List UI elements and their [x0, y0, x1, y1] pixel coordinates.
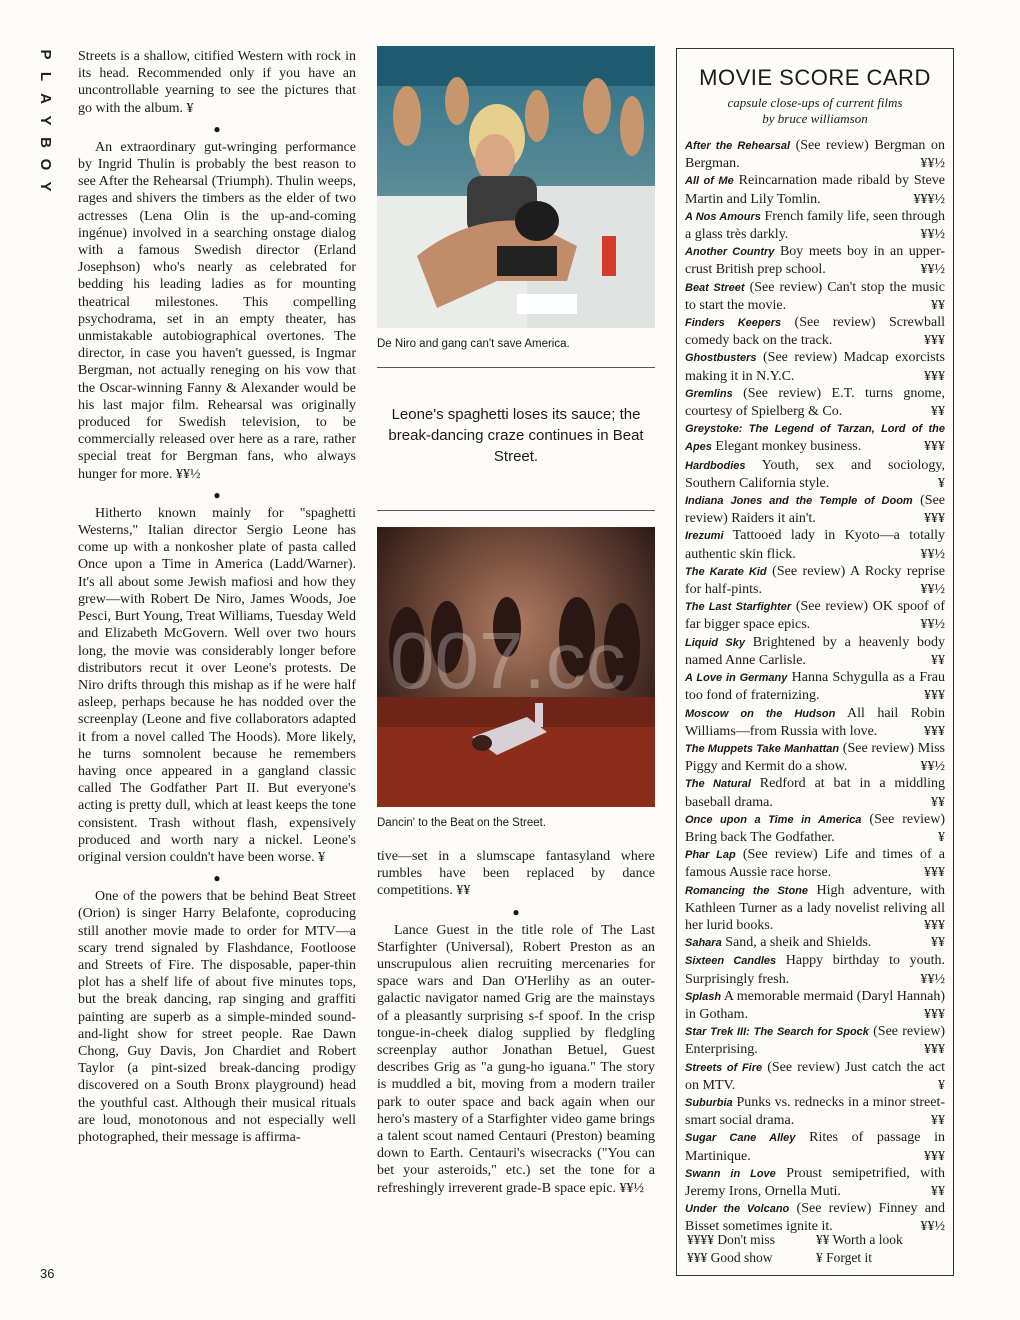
- film-rating: ¥¥: [931, 1183, 945, 1199]
- film-title: Sixteen Candles: [685, 955, 777, 968]
- masthead: [36, 44, 54, 198]
- film-title: Suburbia: [685, 1096, 733, 1109]
- score-card-entry: [685, 634, 945, 669]
- film-blurb: (See review) Bergman on Bergman.: [685, 138, 945, 172]
- page-number: 36: [40, 1266, 55, 1281]
- film-rating: ¥: [938, 829, 945, 845]
- masthead-letter: B: [37, 137, 54, 149]
- film-rating: ¥¥½: [920, 227, 945, 243]
- movie-score-card: [676, 48, 954, 1276]
- masthead-letter: A: [37, 93, 54, 105]
- film-title: All of Me: [685, 175, 734, 188]
- film-blurb: (See review) Just catch the act on MTV.: [685, 1059, 946, 1093]
- film-title: A Love in Germany: [685, 672, 788, 685]
- score-card-entry: [685, 279, 945, 314]
- masthead-letter: P: [37, 49, 54, 61]
- divider-rule: [377, 510, 655, 511]
- film-rating: ¥¥½: [920, 156, 945, 172]
- legend-item: [687, 1231, 816, 1249]
- film-rating: ¥¥½: [920, 546, 945, 562]
- photo-america: [377, 46, 655, 328]
- legend-item: [816, 1249, 945, 1267]
- score-card-entry: [685, 492, 945, 527]
- film-blurb: (See review) Madcap exorcists making it in N.Y.C.: [685, 350, 945, 384]
- film-blurb: (See review) Raiders it ain't.: [685, 493, 946, 527]
- legend-label: Worth a look: [832, 1232, 903, 1247]
- film-title: Splash: [685, 990, 722, 1003]
- film-title: Under the Volcano: [685, 1203, 790, 1216]
- film-rating: ¥¥½: [920, 582, 945, 598]
- film-blurb: Happy birthday to youth. Surprisingly fresh.: [685, 953, 946, 987]
- score-card-entry: [685, 208, 945, 243]
- score-card-entry: [685, 705, 945, 740]
- film-rating: ¥¥½: [920, 617, 945, 633]
- score-card-entry: [685, 775, 945, 810]
- score-card-entry: [685, 385, 945, 420]
- film-blurb: (See review) Bring back The Godfather.: [685, 811, 946, 845]
- film-blurb: Boy meets boy in an upper-crust British prep school.: [685, 244, 946, 278]
- score-card-entry: [685, 988, 945, 1023]
- film-title: Beat Street: [685, 281, 745, 294]
- film-rating: ¥¥: [931, 794, 945, 810]
- photo-caption-america: De Niro and gang can't save America.: [377, 338, 570, 350]
- film-title: The Last Starfighter: [685, 601, 792, 614]
- film-title: Greystoke: The Legend of Tarzan, Lord of the Apes: [685, 423, 945, 454]
- article-paragraph: Streets is a shallow, citified Western with rock in its head. Recommended only if you have an uncontrollable yearning to see the pictures that go with the album. ¥: [78, 49, 356, 116]
- film-rating: ¥: [938, 1077, 945, 1093]
- legend-symbol: ¥¥¥¥: [687, 1232, 714, 1247]
- score-card-entry: [685, 137, 945, 172]
- film-title: Ghostbusters: [685, 352, 757, 365]
- masthead-letter: Y: [37, 115, 54, 127]
- legend-item: [687, 1249, 816, 1267]
- score-card-entry: [685, 457, 945, 492]
- film-rating: ¥¥: [931, 404, 945, 420]
- film-rating: ¥¥½: [920, 759, 945, 775]
- film-blurb: Proust semipetrified, with Jeremy Irons, Ornella Muti.: [685, 1165, 946, 1199]
- film-title: Moscow on the Hudson: [685, 707, 836, 720]
- film-title: Once upon a Time in America: [685, 813, 862, 826]
- legend-item: [816, 1231, 945, 1249]
- film-rating: ¥: [938, 475, 945, 491]
- film-title: After the Rehearsal: [685, 140, 791, 152]
- score-card-entry: [685, 882, 945, 935]
- film-blurb: Redford at bat in a middling baseball drama.: [685, 776, 945, 810]
- film-blurb: Punks vs. rednecks in a minor street-smart social drama.: [685, 1094, 945, 1129]
- legend-symbol: ¥¥¥: [687, 1250, 708, 1265]
- legend-symbol: ¥¥: [816, 1232, 830, 1247]
- score-card-entry: [685, 934, 945, 952]
- film-title: Sahara: [685, 937, 722, 950]
- score-card-entry: [685, 740, 945, 775]
- film-rating: ¥¥: [931, 935, 945, 951]
- film-blurb: (See review) E.T. turns gnome, courtesy of Spielberg & Co.: [685, 385, 946, 420]
- film-rating: ¥¥¥: [924, 511, 945, 527]
- score-card-entry: [685, 172, 945, 207]
- film-blurb: High adventure, with Kathleen Turner as a lady novelist reliving all her lurid books.: [685, 882, 945, 933]
- score-card-entry: [685, 952, 945, 987]
- film-blurb: Rites of passage in Martinique.: [685, 1130, 946, 1164]
- score-card-entry: [685, 527, 945, 562]
- section-bullet: ●: [213, 121, 221, 136]
- pull-quote: Leone's spaghetti loses its sauce; the break-dancing craze continues in Beat Street.: [388, 406, 644, 465]
- film-rating: ¥¥½: [920, 262, 945, 278]
- film-rating: ¥¥½: [920, 1219, 945, 1235]
- film-title: Liquid Sky: [685, 636, 745, 649]
- film-rating: ¥¥¥½: [913, 191, 945, 207]
- film-rating: ¥¥¥: [924, 865, 945, 881]
- photo-beat-street: [377, 527, 655, 807]
- film-blurb: (See review) Life and times of a famous Aussie race horse.: [685, 847, 945, 881]
- legend-label: Don't miss: [717, 1232, 775, 1247]
- score-card-entry: [685, 846, 945, 881]
- article-column-left: [78, 48, 356, 1150]
- film-rating: ¥¥¥: [924, 723, 945, 739]
- section-bullet: ●: [213, 487, 221, 502]
- film-rating: ¥¥¥: [924, 1006, 945, 1022]
- film-blurb: Elegant monkey business.: [715, 439, 862, 455]
- score-card-byline: by bruce williamson: [762, 111, 868, 126]
- film-title: Another Country: [685, 246, 775, 259]
- article-paragraph: Hitherto known mainly for "spaghetti Westerns," Italian director Sergio Leone has come up with a nonkosher plate of pasta called Once upon a Time in America (Ladd/Warner). It's all about some Jewish mafiosi and how they grew—with Robert De Niro, James Woods, Joe Pesci, Burt Young, Treat Williams, Tuesday Weld and Elizabeth McGovern. Well over two hours long, the movie was considerably longer before distributors recut it over Leone's protests. De Niro drifts through this mishap as if he were half asleep, perhaps because he has nodded over the screenplay (Leone and five collaborators adapted it from a novel called The Hoods). More likely, he turns somnolent because he remembers having once appeared in a gangland classic called The Godfather Part II. But everyone's acting is pretty dull, which at least keeps the tone consistent. Trash without flash, expensively produced and worth nary a nickel. Leone's original version couldn't have been worse. ¥: [78, 505, 356, 865]
- rating-legend: [687, 1231, 945, 1267]
- film-blurb: (See review) Screwball comedy back on the track.: [685, 315, 945, 349]
- film-title: Star Trek III: The Search for Spock: [685, 1026, 869, 1039]
- film-blurb: Sand, a sheik and Shields.: [725, 935, 872, 951]
- masthead-letter: Y: [37, 181, 54, 193]
- film-rating: ¥¥½: [920, 971, 945, 987]
- divider-rule: [377, 367, 655, 368]
- film-title: The Karate Kid: [685, 565, 767, 578]
- film-title: The Muppets Take Manhattan: [685, 742, 840, 755]
- masthead-letter: L: [37, 71, 54, 83]
- score-card-entry: [685, 420, 945, 456]
- score-card-entry: [685, 1059, 945, 1094]
- legend-label: Forget it: [826, 1250, 873, 1265]
- film-blurb: (See review) A Rocky reprise for half-pints.: [685, 563, 946, 598]
- film-rating: ¥¥: [931, 1113, 945, 1129]
- film-title: Streets of Fire: [685, 1061, 763, 1074]
- film-blurb: Reincarnation made ribald by Steve Martin and Lily Tomlin.: [685, 173, 945, 207]
- score-card-entry: [685, 811, 945, 846]
- score-card-entry: [685, 243, 945, 278]
- legend-row: [687, 1249, 945, 1267]
- score-card-entry: [685, 563, 945, 598]
- article-paragraph: tive—set in a slumscape fantasyland where rumbles have been replaced by dance competitions. ¥¥: [377, 849, 655, 899]
- watermark: 007.cc: [390, 616, 626, 705]
- score-card-entry: [685, 349, 945, 384]
- film-blurb: Hanna Schygulla as a Frau too fond of fraternizing.: [685, 670, 945, 704]
- film-rating: ¥¥¥: [924, 1148, 945, 1164]
- score-card-subtitle: [677, 95, 953, 127]
- film-rating: ¥¥¥: [924, 688, 945, 704]
- legend-symbol: ¥: [816, 1250, 823, 1265]
- film-blurb: (See review) Can't stop the music to start the movie.: [685, 279, 946, 313]
- legend-row: [687, 1231, 945, 1249]
- film-blurb: (See review) Enterprising.: [685, 1024, 945, 1058]
- film-title: Indiana Jones and the Temple of Doom: [685, 495, 913, 508]
- film-blurb: A memorable mermaid (Daryl Hannah) in Gotham.: [685, 988, 945, 1022]
- film-rating: ¥¥: [931, 652, 945, 668]
- film-rating: ¥¥: [931, 297, 945, 313]
- score-card-entry: [685, 669, 945, 704]
- article-paragraph: One of the powers that be behind Beat Street (Orion) is singer Harry Belafonte, coproducing still another movie made to order for MTV—a scary trend signaled by Flashdance, Footloose and Streets of Fire. The disposable, paper-thin plot has a shelf life of about five minutes tops, but the break dancing, rap singing and graffiti painting are superb as a simple-minded sound-and-light show for street people. Rae Dawn Chong, Guy Davis, Jon Chardiet and Robert Taylor (a pint-sized break-dancing prodigy discovered on a South Bronx playground) head the youthful cast. Although their musical rituals are loud, monotonous and not especially well photographed, their message is affirma-: [78, 889, 356, 1145]
- section-bullet: ●: [512, 904, 520, 919]
- film-rating: ¥¥¥: [924, 917, 945, 933]
- film-blurb: All hail Robin Williams—from Russia with love.: [685, 705, 945, 739]
- masthead-letter: O: [37, 158, 54, 172]
- film-blurb: French family life, seen through a glass très darkly.: [685, 208, 945, 243]
- film-title: Phar Lap: [685, 849, 736, 862]
- film-blurb: Tattooed lady in Kyoto—a totally authentic skin flick.: [685, 528, 946, 562]
- score-card-entry: [685, 1165, 945, 1200]
- film-rating: ¥¥¥: [924, 368, 945, 384]
- film-title: A Nos Amours: [685, 210, 761, 223]
- film-blurb: (See review) Finney and Bisset sometimes ignite it.: [685, 1201, 946, 1235]
- film-title: Gremlins: [685, 387, 733, 400]
- film-blurb: (See review) Miss Piggy and Kermit do a show.: [685, 740, 945, 775]
- score-card-entry: [685, 1094, 945, 1129]
- article-column-middle: [377, 848, 655, 1201]
- film-title: Hardbodies: [685, 459, 746, 472]
- score-card-entry: [685, 1129, 945, 1164]
- legend-label: Good show: [710, 1250, 773, 1265]
- article-paragraph: Lance Guest in the title role of The Last Starfighter (Universal), Robert Preston as an unscrupulous alien recruiting mercenaries for space wars and Dan O'Herlihy as an outer-galactic navigator named Grig are the mainstays of a pleasantly surprising s-f spoof. In the crisp tongue-in-cheek dialog supplied by fledgling screenplay author Jonathan Betuel, Guest describes Grig as "a gung-ho iguana." The story is muddled a bit, moving from a modern trailer park to outer space and back again when our hero's mastery of a Starfighter video game brings a talent scout named Centauri (Preston) beaming down to Earth. Centauri's wisecracks ("You can bet your asteroids," etc.) set the tone for a refreshingly irreverent grade-B space epic. ¥¥½: [377, 922, 655, 1196]
- score-card-title: MOVIE SCORE CARD: [699, 65, 931, 90]
- film-title: The Natural: [685, 778, 751, 791]
- photo-caption-beat-street: Dancin' to the Beat on the Street.: [377, 817, 547, 829]
- film-blurb: (See review) OK spoof of far bigger space epics.: [685, 599, 946, 633]
- score-card-entry: [685, 314, 945, 349]
- film-rating: ¥¥¥: [924, 439, 945, 455]
- article-paragraph: An extraordinary gut-wringing performance by Ingrid Thulin is probably the best reason to see After the Rehearsal (Triumph). Thulin weeps, rages and shivers the timbers as the elder of two actresses (Lena Olin is the up-and-coming ingénue) involved in a searching onstage dialog with a famous Swedish director (Erland Josephson) who's nearly as celebrated for bedding his leading ladies as for mounting theatrical milestones. This compelling psychodrama, set in an empty theater, has unmistakable autobiographical overtones. The director, in case you haven't guessed, is Ingmar Bergman, not actually reneging on his vow that the Oscar-winning Fanny & Alexander would be his last major film. Rehearsal was originally produced for Swedish television, to be commercially released over here as a rare, rather special treat for Bergman fans, who always hunger for more. ¥¥½: [78, 139, 356, 482]
- film-title: Finders Keepers: [685, 317, 782, 330]
- film-blurb: Youth, sex and sociology, Southern California style.: [685, 457, 945, 491]
- score-card-entry: [685, 598, 945, 633]
- film-title: Sugar Cane Alley: [685, 1132, 796, 1145]
- film-title: Irezumi: [685, 530, 724, 543]
- score-card-entry: [685, 1023, 945, 1058]
- section-bullet: ●: [213, 871, 221, 886]
- film-rating: ¥¥¥: [924, 1042, 945, 1058]
- score-card-tagline: capsule close-ups of current films: [727, 95, 903, 110]
- score-card-entries: [685, 137, 945, 1236]
- film-blurb: Brightened by a heavenly body named Anne Carlisle.: [685, 634, 946, 668]
- film-title: Swann in Love: [685, 1167, 776, 1180]
- film-title: Romancing the Stone: [685, 884, 808, 897]
- film-rating: ¥¥¥: [924, 333, 945, 349]
